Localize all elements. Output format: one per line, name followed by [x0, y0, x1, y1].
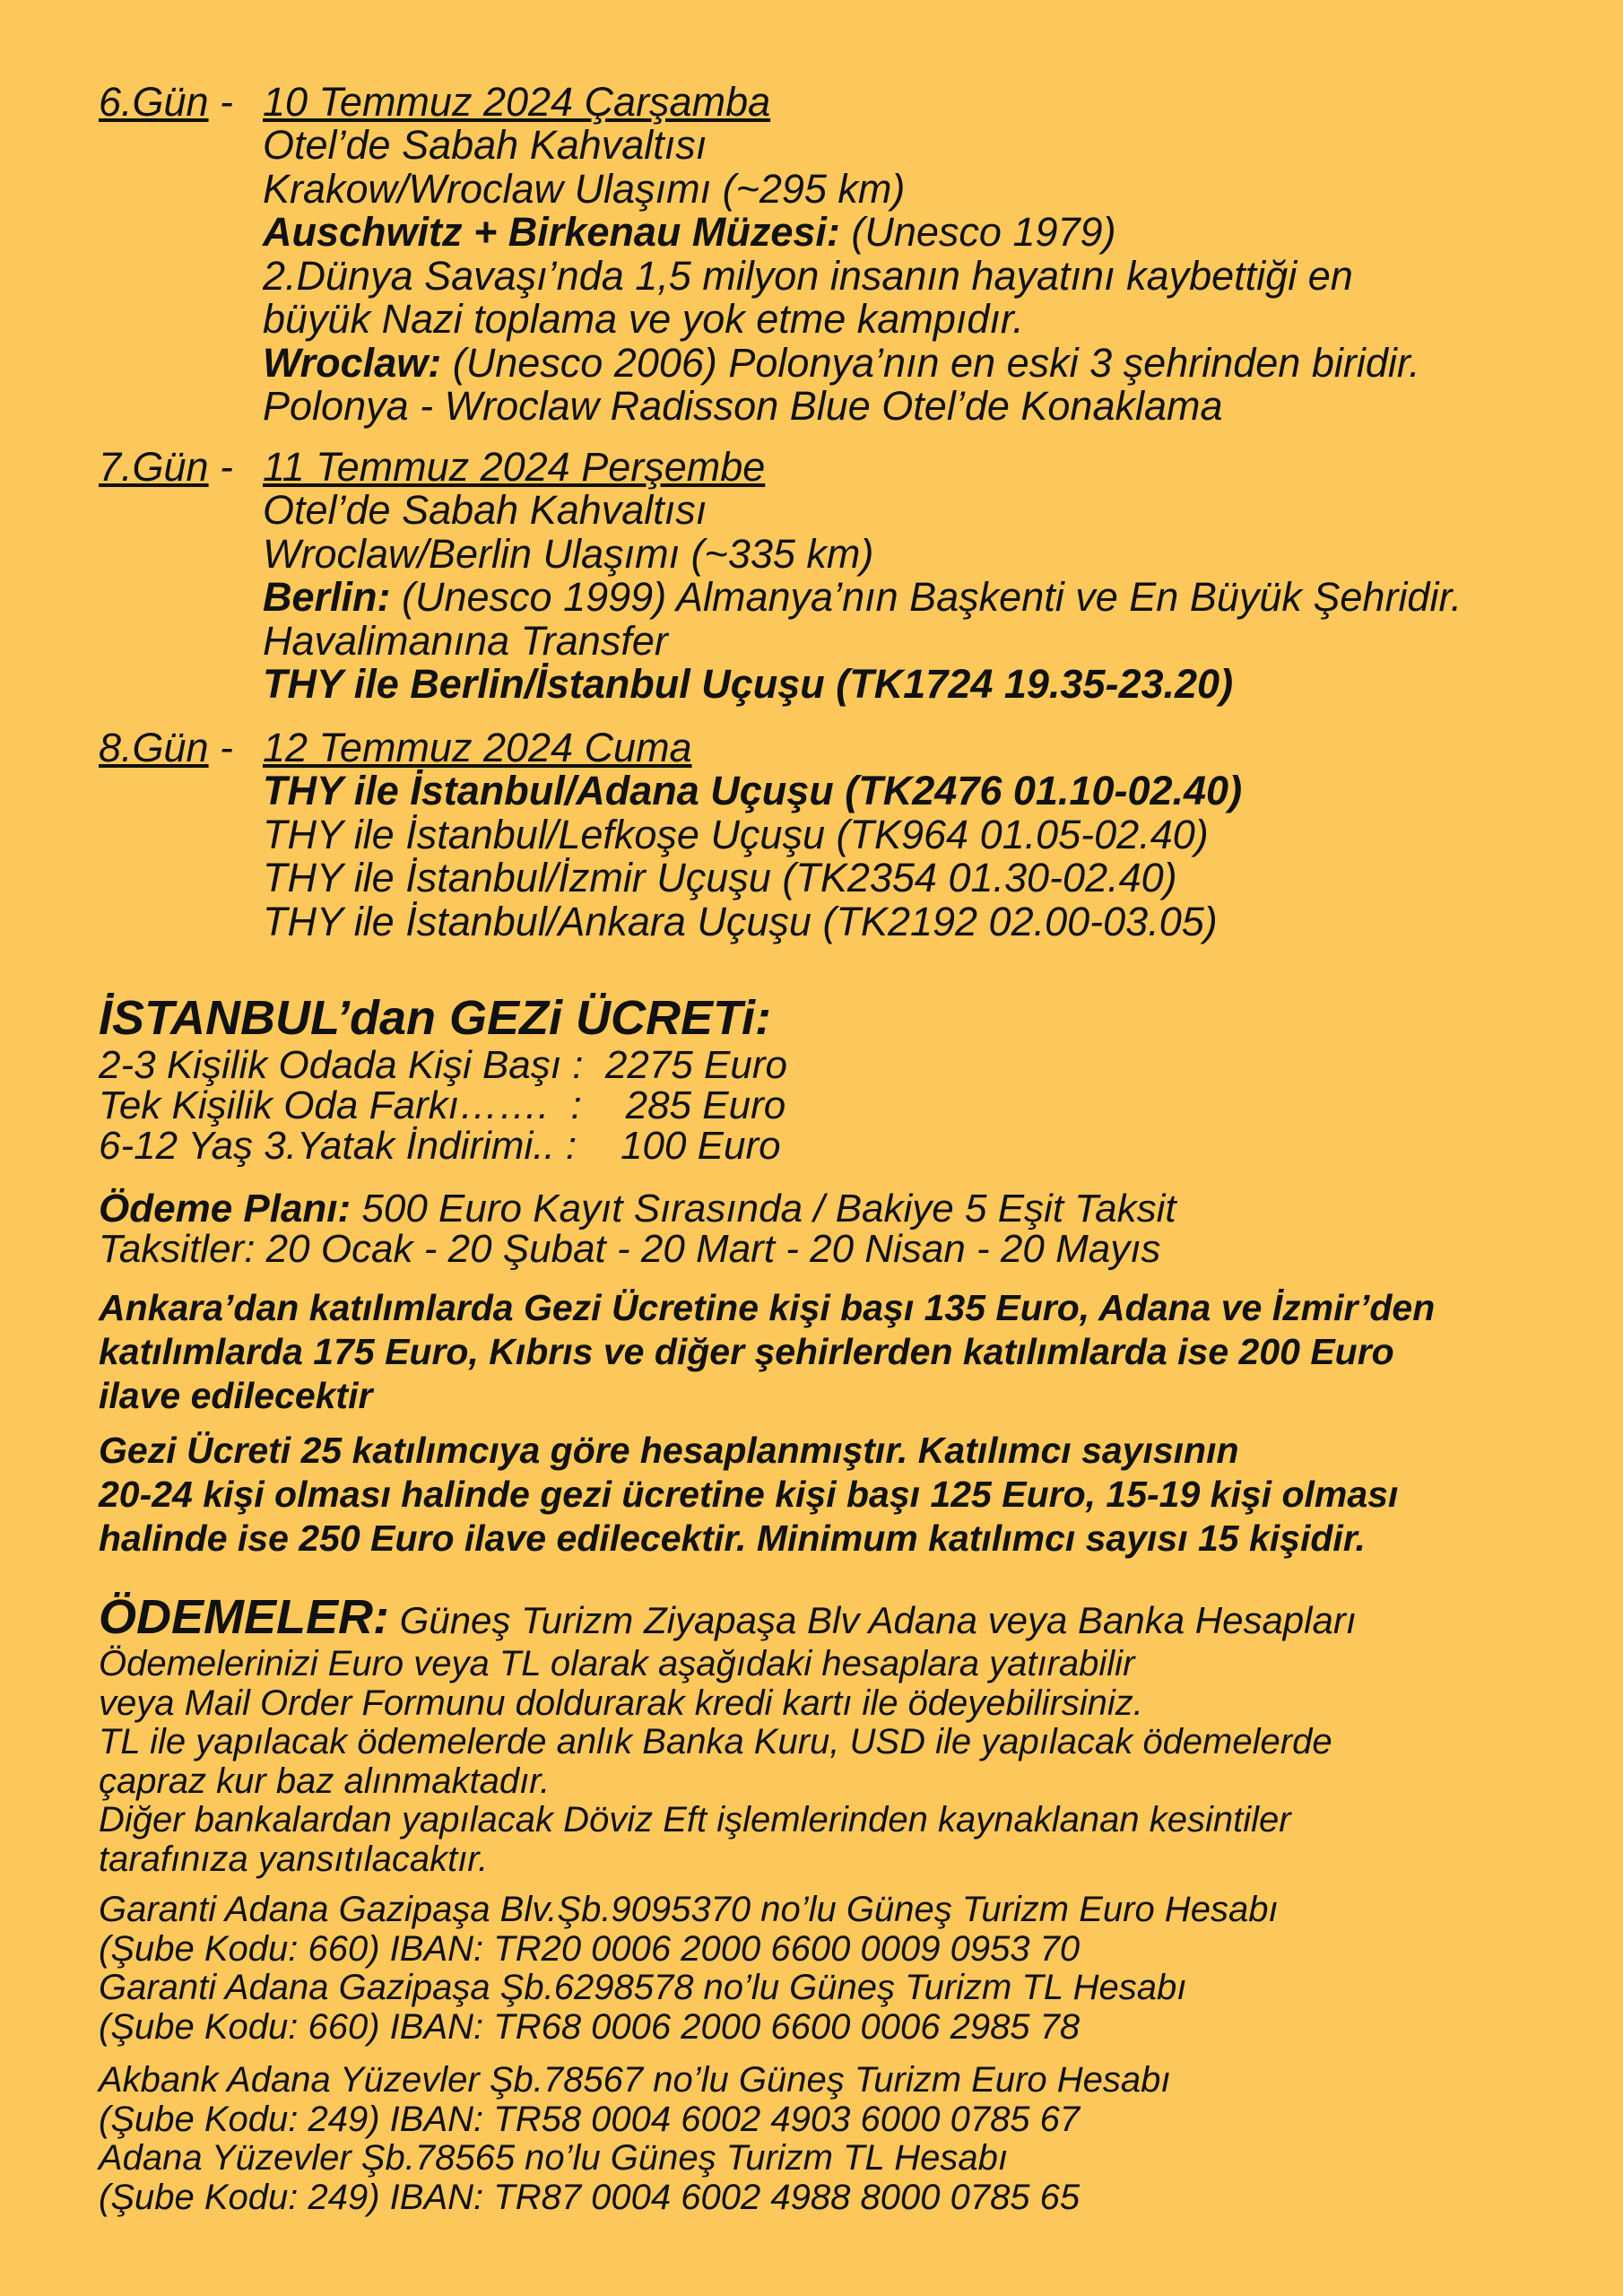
note-surcharge — [99, 1286, 1605, 1418]
account-line: Akbank Adana Yüzevler Şb.78567 no’lu Güneş Turizm Euro Hesabı — [99, 2060, 1171, 2100]
payments-info-line: veya Mail Order Formunu doldurarak kredi kartı ile ödeyebilirsiniz. — [99, 1683, 1143, 1723]
payment-plan-section — [99, 1188, 1605, 1269]
price-section — [99, 991, 1605, 1166]
day-line: büyük Nazi toplama ve yok etme kampıdır. — [263, 296, 1024, 342]
note-line: 20-24 kişi olması halinde gezi ücretine kişi başı 125 Euro, 15-19 kişi olması — [99, 1474, 1399, 1515]
payments-info-line: Diğer bankalardan yapılacak Döviz Eft işlemlerinden kaynaklanan kesintiler — [99, 1800, 1291, 1839]
day-line: THY ile İstanbul/Lefkoşe Uçuşu (TK964 01.05-02.40) — [263, 811, 1209, 857]
price-row: Tek Kişilik Oda Farkı……. : 285 Euro — [99, 1083, 786, 1127]
day-line: 2.Dünya Savaşı’nda 1,5 milyon insanın hayatını kaybettiği en — [263, 252, 1353, 299]
payments-section — [99, 1589, 1605, 1879]
price-title: İSTANBUL’dan GEZi ÜCRETi: — [99, 991, 771, 1045]
garanti-accounts — [99, 1891, 1605, 2047]
payments-info-line: Ödemelerinizi Euro veya TL olarak aşağıdaki hesaplara yatırabilir — [99, 1644, 1135, 1683]
payment-plan-label: Ödeme Planı: — [99, 1187, 352, 1231]
day-label: 7.Gün — [99, 444, 209, 490]
day-lines — [263, 124, 1605, 429]
day-line: Polonya - Wroclaw Radisson Blue Otel’de Konaklama — [263, 383, 1223, 429]
payments-info-line: tarafınıza yansıtılacaktır. — [99, 1839, 489, 1879]
note-line: katılımlarda 175 Euro, Kıbrıs ve diğer şehirlerden katılımlarda ise 200 Euro — [99, 1331, 1394, 1372]
day-header — [99, 446, 1605, 489]
day-date: 12 Temmuz 2024 Cuma — [263, 725, 692, 770]
payments-heading — [99, 1589, 1605, 1645]
account-line: Adana Yüzevler Şb.78565 no’lu Güneş Turizm TL Hesabı — [99, 2138, 1008, 2178]
note-line: ilave edilecektir — [99, 1375, 373, 1416]
account-line: (Şube Kodu: 660) IBAN: TR68 0006 2000 6600 0006 2985 78 — [99, 2006, 1081, 2047]
payments-info-line: TL ile yapılacak ödemelerde anlık Banka Kuru, USD ile yapılacak ödemelerde — [99, 1722, 1332, 1761]
note-participants — [99, 1429, 1605, 1561]
day-lines — [263, 489, 1605, 707]
day-8-section — [99, 726, 1605, 944]
day-label: 6.Gün — [99, 79, 209, 125]
day-dash: - — [220, 725, 233, 770]
account-line: Garanti Adana Gazipaşa Blv.Şb.9095370 no’lu Güneş Turizm Euro Hesabı — [99, 1890, 1279, 1929]
account-line: (Şube Kodu: 249) IBAN: TR87 0004 6002 4988 8000 0785 65 — [99, 2177, 1081, 2217]
price-row: 2-3 Kişilik Odada Kişi Başı : 2275 Euro — [99, 1043, 787, 1087]
day-date: 11 Temmuz 2024 Perşembe — [263, 444, 766, 490]
day-line: THY ile İstanbul/Ankara Uçuşu (TK2192 02.00-03.05) — [263, 898, 1218, 944]
day-header — [99, 81, 1605, 124]
note-line: Gezi Ücreti 25 katılımcıya göre hesaplanmıştır. Katılımcı sayısının — [99, 1430, 1239, 1471]
payments-info-line: çapraz kur baz alınmaktadır. — [99, 1761, 551, 1801]
day-line: THY ile İstanbul/İzmir Uçuşu (TK2354 01.30-02.40) — [263, 855, 1177, 900]
payment-plan-line — [99, 1188, 1605, 1229]
day-dash: - — [220, 444, 233, 490]
payment-plan-text: 500 Euro Kayıt Sırasında / Bakiye 5 Eşit Taksit — [351, 1187, 1176, 1231]
day-label: 8.Gün — [99, 725, 209, 770]
account-line: (Şube Kodu: 249) IBAN: TR58 0004 6002 4903 6000 0785 67 — [99, 2099, 1081, 2139]
day-line: Berlin: (Unesco 1999) Almanya’nın Başkenti ve En Büyük Şehridir. — [263, 574, 1462, 620]
price-row: 6-12 Yaş 3.Yatak İndirimi.. : 100 Euro — [99, 1124, 781, 1168]
day-line: Havalimanına Transfer — [263, 617, 668, 664]
note-line: halinde ise 250 Euro ilave edilecektir. Minimum katılımcı sayısı 15 kişidir. — [99, 1518, 1366, 1559]
day-line: Auschwitz + Birkenau Müzesi: (Unesco 1979) — [263, 209, 1116, 255]
day-6-section — [99, 81, 1605, 429]
day-line: Krakow/Wroclaw Ulaşımı (~295 km) — [263, 165, 906, 212]
day-dash: - — [220, 79, 233, 125]
day-line: Wroclaw/Berlin Ulaşımı (~335 km) — [263, 530, 874, 577]
installments-line: Taksitler: 20 Ocak - 20 Şubat - 20 Mart - 20 Nisan - 20 Mayıs — [99, 1227, 1161, 1271]
day-line: Otel’de Sabah Kahvaltısı — [263, 122, 707, 168]
payments-title: ÖDEMELER: — [99, 1590, 389, 1644]
day-line: Otel’de Sabah Kahvaltısı — [263, 487, 707, 533]
day-7-section — [99, 446, 1605, 707]
day-line: THY ile İstanbul/Adana Uçuşu (TK2476 01.10-02.40) — [263, 768, 1243, 813]
note-line: Ankara’dan katılımlarda Gezi Ücretine kişi başı 135 Euro, Adana ve İzmir’den — [99, 1287, 1436, 1328]
day-line: THY ile Berlin/İstanbul Uçuşu (TK1724 19.35-23.20) — [263, 661, 1234, 707]
akbank-accounts — [99, 2061, 1605, 2217]
day-lines — [263, 770, 1605, 944]
day-date: 10 Temmuz 2024 Çarşamba — [263, 79, 771, 125]
payments-subtitle: Güneş Turizm Ziyapaşa Blv Adana veya Banka Hesapları — [389, 1599, 1357, 1641]
day-line: Wroclaw: (Unesco 2006) Polonya’nın en eski 3 şehrinden biridir. — [263, 339, 1420, 386]
day-header — [99, 726, 1605, 770]
account-line: Garanti Adana Gazipaşa Şb.6298578 no’lu Güneş Turizm TL Hesabı — [99, 1968, 1187, 2007]
account-line: (Şube Kodu: 660) IBAN: TR20 0006 2000 6600 0009 0953 70 — [99, 1928, 1081, 1969]
